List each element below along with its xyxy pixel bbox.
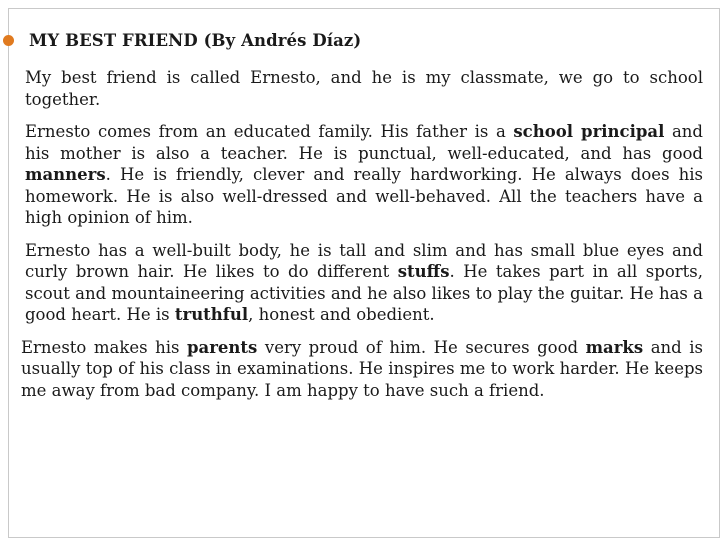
slide	[8, 8, 720, 538]
bold-keyword: manners	[25, 165, 106, 184]
essay-body	[21, 67, 703, 412]
text-segment: . He takes part in all sports, scout and mountaineering activities and he also likes to play the guitar. He has a good heart. He is	[25, 262, 703, 324]
orange-circle-bullet-icon	[3, 35, 14, 46]
paragraph	[25, 121, 703, 229]
text-segment: Ernesto comes from an educated family. His father is a	[25, 122, 514, 141]
paragraph	[21, 337, 703, 402]
text-segment: My best friend is called Ernesto, and he is my classmate, we go to school together.	[25, 68, 703, 109]
text-segment: and is usually top of his class in examinations. He inspires me to work harder. He keeps me away from bad company. I am happy to have such a friend.	[21, 337, 703, 400]
heading-row	[3, 31, 361, 50]
bold-keyword: truthful	[174, 305, 249, 324]
bold-keyword: stuffs	[397, 262, 450, 281]
text-segment: Ernesto makes his	[21, 337, 188, 357]
bold-keyword: parents	[187, 337, 258, 357]
text-segment: and his mother is also a teacher. He is punctual, well-educated, and has good	[25, 122, 703, 163]
paragraph	[25, 240, 703, 326]
text-segment: very proud of him. He secures good	[257, 337, 586, 357]
text-segment: , honest and obedient.	[248, 305, 435, 324]
heading: MY BEST FRIEND (By Andrés Díaz)	[29, 31, 362, 50]
paragraph	[25, 67, 703, 110]
text-segment: Ernesto has a well-built body, he is tall and slim and has small blue eyes and curly brown hair. He likes to do different	[25, 240, 703, 281]
bold-keyword: school principal	[513, 122, 665, 141]
bold-keyword: marks	[585, 337, 644, 357]
text-segment: . He is friendly, clever and really hardworking. He always does his homework. He is also well-dressed and well-behaved. All the teachers have a high opinion of him.	[25, 165, 703, 227]
